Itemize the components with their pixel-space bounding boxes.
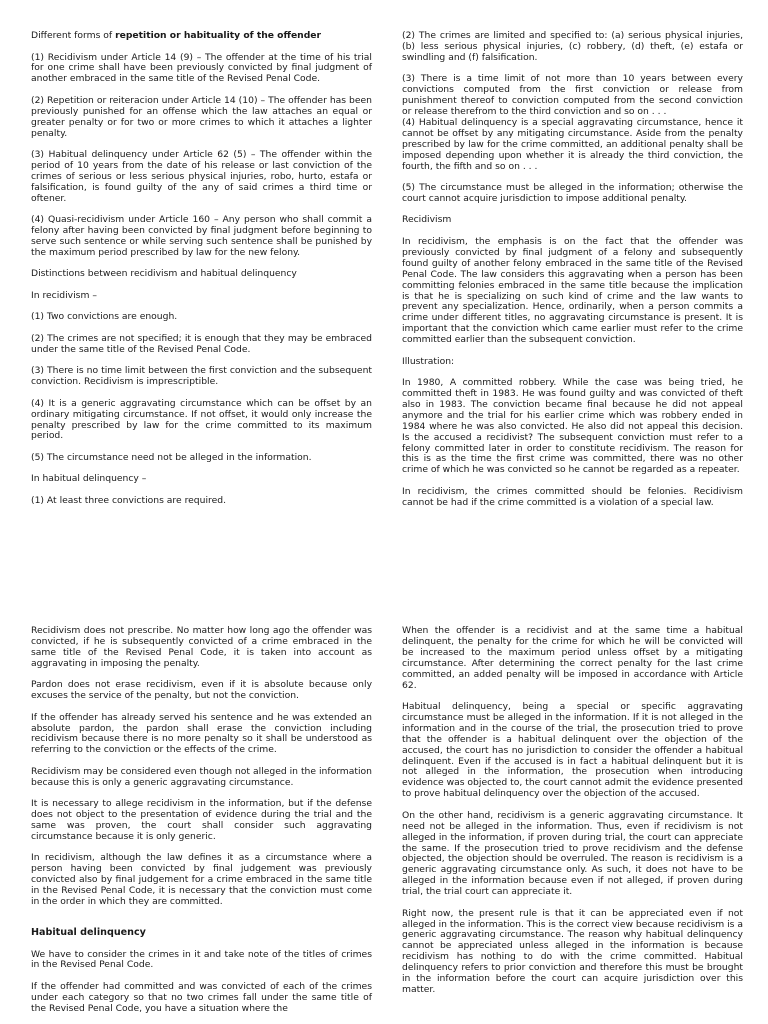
paragraph: In recidivism, although the law defines it as a circumstance where a person having been convicted by final judgement was previously convicted also by final judgement for a crime embraced in the same title in the Revised Penal Code, it is necessary that the conviction must come in the order in which they are committed. <box>31 852 372 908</box>
paragraph: (3) There is a time limit of not more than 10 years between every convictions computed from the first conviction or release from punishment thereof to conviction computed from the second conviction or release therefrom to the third conviction and so on . . . (4) Habitual delinquency is a special aggravating circumstance, hence it cannot be offset by any mitigating circumstance. Aside from the penalty prescribed by law for the crime committed, an additional penalty shall be imposed depending upon whether it is already the third conviction, the fourth, the fifth and so on . . . <box>402 73 743 172</box>
bottom-left-column <box>31 626 372 1024</box>
paragraph: Right now, the present rule is that it can be appreciated even if not alleged in the information. This is the correct view because recidivism is a generic aggravating circumstance. The reason why habitual delinquency cannot be appreciated unless alleged in the information is because recidivism has nothing to do with the crime committed. Habitual delinquency refers to prior conviction and therefore this must be brought in the information before the court can acquire jurisdiction over this matter. <box>402 907 744 995</box>
paragraph: Recidivism does not prescribe. No matter how long ago the offender was convicted, if he is subsequently convicted of a crime embraced in the same title of the Revised Penal Code, it is taken into account as aggravating in imposing the penalty. <box>31 625 372 669</box>
bottom-right-column <box>402 626 743 1006</box>
paragraph: (5) The circumstance must be alleged in the information; otherwise the court cannot acquire jurisdiction to impose additional penalty. <box>402 182 743 204</box>
paragraph: (3) There is no time limit between the first conviction and the subsequent conviction. Recidivism is imprescriptible. <box>31 365 372 388</box>
paragraph: It is necessary to allege recidivism in the information, but if the defense does not object to the presentation of evidence during the trial and the same was proven, the court shall consider such aggravating circumstance because it is only generic. <box>31 798 372 842</box>
subheading: Illustration: <box>402 355 455 367</box>
subheading: In recidivism – <box>31 289 97 301</box>
paragraph: (4) It is a generic aggravating circumstance which can be offset by an ordinary mitigating circumstance. If not offset, it would only increase the penalty prescribed by law for the crime committed to its maximum period. <box>31 397 372 442</box>
paragraph: (4) Quasi-recidivism under Article 160 – Any person who shall commit a felony after having been convicted by final judgment before beginning to serve such sentence or while serving such sentence shall be punished by the maximum period prescribed by law for the new felony. <box>31 214 372 258</box>
paragraph: When the offender is a recidivist and at the same time a habitual delinquent, the penalty for the crime for which he will be convicted will be increased to the maximum period unless offset by a mitigating circumstance. After determining the correct penalty for the last crime committed, an added penalty will be imposed in accordance with Article 62. <box>402 625 743 691</box>
paragraph: (1) At least three convictions are required. <box>31 494 226 506</box>
paragraph: Pardon does not erase recidivism, even if it is absolute because only excuses the service of the penalty, but not the conviction. <box>31 679 372 702</box>
paragraph: (5) The circumstance need not be alleged in the information. <box>31 451 312 463</box>
top-right-column <box>402 31 743 519</box>
subheading: Distinctions between recidivism and habitual delinquency <box>31 268 297 280</box>
paragraph: (1) Recidivism under Article 14 (9) – The offender at the time of his trial for one crime shall have been previously convicted by final judgment of another embraced in the same title of the Revised Penal Code. <box>31 51 372 85</box>
page-heading <box>31 31 372 42</box>
heading-prefix: Different forms of <box>31 30 116 41</box>
paragraph: (2) Repetition or reiteracion under Article 14 (10) – The offender has been previously punished for an offense which the law attaches an equal or greater penalty or for two or more crimes to which it attaches a lighter penalty. <box>31 94 372 139</box>
top-left-column <box>31 31 372 517</box>
paragraph: (1) Two convictions are enough. <box>31 311 178 323</box>
paragraph: In recidivism, the crimes committed should be felonies. Recidivism cannot be had if the crime committed is a violation of a special law. <box>402 485 743 508</box>
paragraph: Recidivism may be considered even though not alleged in the information because this is only a generic aggravating circumstance. <box>31 765 372 788</box>
section-heading: Habitual delinquency <box>31 927 146 938</box>
paragraph: (2) The crimes are not specified; it is enough that they may be embraced under the same title of the Revised Penal Code. <box>31 332 372 355</box>
paragraph: On the other hand, recidivism is a generic aggravating circumstance. It need not be alleged in the information. Thus, even if recidivism is not alleged in the information, if proven during trial, the court can appreciate the same. If the prosecution tried to prove recidivism and the defense objected, the objection should be overruled. The reason is recidivism is a generic aggravating circumstance only. As such, it does not have to be alleged in the information because even if not alleged, if proven during trial, the trial court can appreciate it. <box>402 809 743 898</box>
paragraph: (2) The crimes are limited and specified to: (a) serious physical injuries, (b) less serious physical injuries, (c) robbery, (d) theft, (e) estafa or swindling and (f) falsification. <box>402 30 743 63</box>
paragraph: In 1980, A committed robbery. While the case was being tried, he committed theft in 1983. He was found guilty and was convicted of theft also in 1983. The conviction became final because he did not appeal anymore and the trial for his earlier crime which was robbery ended in 1984 where he was also convicted. He also did not appeal this decision. Is the accused a recidivist? The subsequent conviction must refer to a felony committed later in order to constitute recidivism. The reason for this is as the time the first crime was committed, there was no other crime of which he was convicted so he cannot be regarded as a repeater. <box>402 377 743 476</box>
paragraph: (3) Habitual delinquency under Article 62 (5) – The offender within the period of 10 years from the date of his release or last conviction of the crimes of serious or less serious physical injuries, robo, hurto, estafa or falsification, is found guilty of the any of said crimes a third time or oftener. <box>31 149 372 204</box>
paragraph: If the offender has already served his sentence and he was extended an absolute pardon, the pardon shall erase the conviction including recidivism because there is no more penalty so it shall be understood as referring to the conviction or the effects of the crime. <box>31 711 372 756</box>
paragraph: In recidivism, the emphasis is on the fact that the offender was previously convicted by final judgment of a felony and subsequently found guilty of another felony embraced in the same title of the Revised Penal Code. The law considers this aggravating when a person has been committing felonies embraced in the same title because the implication is that he is specializing on such kind of crime and the law wants to prevent any specialization. Hence, ordinarily, when a person commits a crime under different titles, no aggravating circumstance is present. It is important that the conviction which came earlier must refer to the crime committed earlier than the subsequent conviction. <box>402 235 743 346</box>
paragraph: If the offender had committed and was convicted of each of the crimes under each category so that no two crimes fall under the same title of the Revised Penal Code, you have a situation where the <box>31 980 372 1014</box>
subheading: Recidivism <box>402 214 452 226</box>
paragraph: We have to consider the crimes in it and take note of the titles of crimes in the Revised Penal Code. <box>31 948 372 971</box>
heading-bold: repetition or habituality of the offender <box>115 30 322 41</box>
subheading: In habitual delinquency – <box>31 473 147 485</box>
paragraph: Habitual delinquency, being a special or specific aggravating circumstance must be alleged in the information. If it is not alleged in the information and in the course of the trial, the prosecution tried to prove that the offender is a habitual delinquent over the objection of the accused, the court has no jurisdiction to consider the offender a habitual delinquent. Even if the accused is in fact a habitual delinquent but it is not alleged in the information, the prosecution when introducing evidence was objected to, the court cannot admit the evidence presented to prove habitual delinquency over the objection of the accused. <box>402 701 743 800</box>
